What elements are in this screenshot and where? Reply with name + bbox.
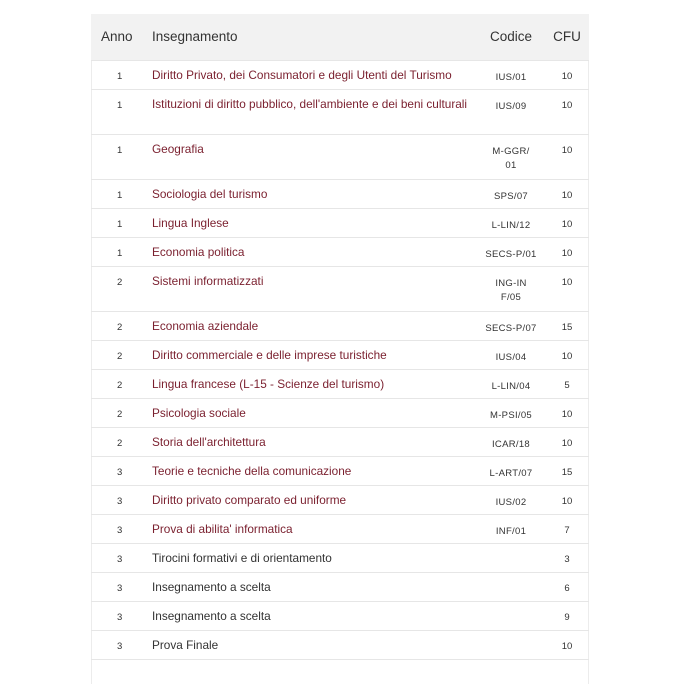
cell-codice: IUS/02 — [495, 496, 527, 508]
course-link[interactable]: Istituzioni di diritto pubblico, dell'ambiente e dei beni culturali — [152, 96, 468, 111]
cell-cfu: 9 — [564, 611, 570, 623]
course-link[interactable]: Economia aziendale — [152, 318, 259, 333]
course-link[interactable]: Lingua Inglese — [152, 215, 229, 230]
course-link[interactable]: Diritto Privato, dei Consumatori e degli Utenti del Turismo — [152, 67, 452, 82]
cell-cfu: 10 — [561, 189, 573, 201]
cell-anno: 2 — [117, 437, 123, 449]
table-row — [91, 237, 589, 266]
cell-codice: IUS/01 — [495, 71, 527, 83]
cell-cfu: 10 — [561, 408, 573, 420]
course-link[interactable]: Sistemi informatizzati — [152, 273, 264, 288]
header-insegnamento: Insegnamento — [152, 29, 238, 45]
cell-anno: 1 — [117, 144, 123, 156]
cell-cfu: 10 — [561, 276, 573, 288]
table-row — [91, 60, 589, 89]
cell-anno: 1 — [117, 218, 123, 230]
cell-anno: 2 — [117, 379, 123, 391]
cell-codice: SPS/07 — [493, 190, 528, 202]
cell-anno: 3 — [117, 524, 123, 536]
cell-cfu: 10 — [561, 640, 573, 652]
cell-anno: 1 — [117, 247, 123, 259]
cell-anno: 3 — [117, 553, 123, 565]
cell-codice: L-LIN/04 — [491, 380, 531, 392]
cell-codice: SECS-P/01 — [485, 248, 537, 260]
table-row — [91, 543, 589, 572]
course-link[interactable]: Teorie e tecniche della comunicazione — [152, 463, 352, 478]
table-row — [91, 485, 589, 514]
cell-codice: INF/01 — [495, 525, 527, 537]
cell-anno: 1 — [117, 99, 123, 111]
cell-cfu: 10 — [561, 437, 573, 449]
cell-anno: 3 — [117, 611, 123, 623]
table-row — [91, 572, 589, 601]
cell-anno: 2 — [117, 321, 123, 333]
table-row — [91, 311, 589, 340]
cell-cfu: 3 — [564, 553, 570, 565]
course-link[interactable]: Geografia — [152, 141, 204, 156]
cell-cfu: 10 — [561, 350, 573, 362]
cell-codice: IUS/04 — [495, 351, 527, 363]
cell-codice: IUS/09 — [495, 100, 527, 112]
header-anno: Anno — [101, 29, 133, 45]
cell-codice: SECS-P/07 — [485, 322, 537, 334]
cell-anno: 1 — [117, 70, 123, 82]
table-row — [91, 514, 589, 543]
cell-cfu: 15 — [561, 321, 573, 333]
cell-codice: M-PSI/05 — [490, 409, 532, 421]
cell-cfu: 10 — [561, 144, 573, 156]
cell-codice: ING-INF/05 — [495, 277, 527, 303]
cell-codice — [477, 630, 545, 659]
cell-anno: 3 — [117, 640, 123, 652]
cell-anno: 2 — [117, 408, 123, 420]
course-link[interactable]: Storia dell'architettura — [152, 434, 266, 449]
cell-codice: ICAR/18 — [491, 438, 530, 450]
course-table-container — [91, 14, 589, 660]
cell-anno: 2 — [117, 276, 123, 288]
cell-cfu: 5 — [564, 379, 570, 391]
course-name: Insegnamento a scelta — [152, 608, 271, 623]
header-codice: Codice — [489, 29, 533, 45]
cell-codice — [477, 543, 545, 572]
cell-codice: L-LIN/12 — [491, 219, 531, 231]
cell-codice: M-GGR/01 — [492, 145, 530, 171]
course-link[interactable]: Prova di abilita' informatica — [152, 521, 293, 536]
course-link[interactable]: Economia politica — [152, 244, 245, 259]
cell-cfu: 15 — [561, 466, 573, 478]
cell-cfu: 10 — [561, 247, 573, 259]
course-link[interactable]: Diritto privato comparato ed uniforme — [152, 492, 347, 507]
table-row — [91, 456, 589, 485]
table-row — [91, 427, 589, 456]
table-row — [91, 601, 589, 630]
table-body — [91, 60, 589, 659]
course-link[interactable]: Psicologia sociale — [152, 405, 246, 420]
cell-anno: 2 — [117, 350, 123, 362]
cell-anno: 3 — [117, 582, 123, 594]
cell-cfu: 10 — [561, 495, 573, 507]
course-link[interactable]: Diritto commerciale e delle imprese turistiche — [152, 347, 387, 362]
course-name: Insegnamento a scelta — [152, 579, 271, 594]
cell-cfu: 10 — [561, 99, 573, 111]
table-row — [91, 89, 589, 134]
cell-cfu: 10 — [561, 218, 573, 230]
cell-codice — [477, 572, 545, 601]
cell-cfu: 6 — [564, 582, 570, 594]
cell-codice: L-ART/07 — [489, 467, 533, 479]
table-row — [91, 398, 589, 427]
header-cfu: CFU — [553, 29, 581, 45]
table-row — [91, 208, 589, 237]
cell-codice — [477, 601, 545, 630]
table-row — [91, 179, 589, 208]
course-name: Prova Finale — [152, 637, 219, 652]
course-name: Tirocini formativi e di orientamento — [152, 550, 332, 565]
cell-anno: 3 — [117, 466, 123, 478]
table-row — [91, 340, 589, 369]
table-row — [91, 369, 589, 398]
cell-anno: 1 — [117, 189, 123, 201]
cell-cfu: 7 — [564, 524, 570, 536]
table-header-row — [91, 14, 589, 60]
course-table — [91, 14, 589, 660]
course-link[interactable]: Lingua francese (L-15 - Scienze del turismo) — [152, 376, 385, 391]
table-row — [91, 134, 589, 179]
cell-cfu: 10 — [561, 70, 573, 82]
course-link[interactable]: Sociologia del turismo — [152, 186, 268, 201]
table-row — [91, 630, 589, 659]
cell-anno: 3 — [117, 495, 123, 507]
table-row — [91, 266, 589, 311]
